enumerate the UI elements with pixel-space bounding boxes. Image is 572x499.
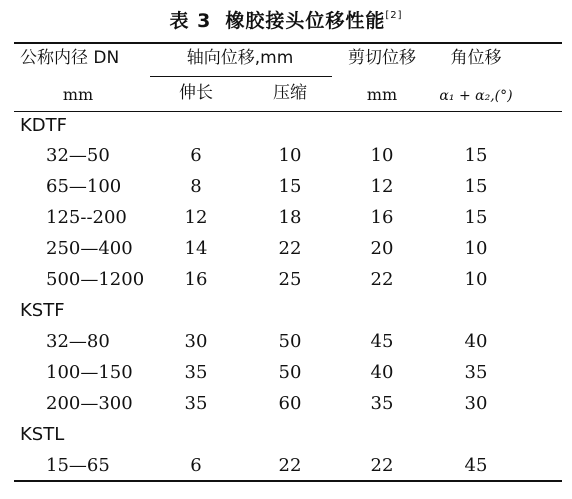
cell-dn: 125--200 <box>46 207 127 228</box>
cell-dn: 15—65 <box>46 455 110 476</box>
header-axial-displacement: 轴向位移,mm <box>186 48 294 68</box>
group-label: KSTL <box>20 424 65 445</box>
cell-dn: 32—50 <box>46 145 110 166</box>
cell-angle: 40 <box>464 331 488 352</box>
bottom-rule <box>14 480 562 482</box>
cell-extend: 12 <box>184 207 208 228</box>
table-caption <box>0 6 572 33</box>
header-extension: 伸长 <box>179 83 213 103</box>
cell-dn: 65—100 <box>46 176 122 197</box>
group-label: KDTF <box>20 115 68 136</box>
cell-extend: 35 <box>184 393 208 414</box>
cell-compress: 60 <box>278 393 302 414</box>
table-title: 橡胶接头位移性能 <box>225 10 386 32</box>
cell-compress: 50 <box>278 331 302 352</box>
header-unit-shear: mm <box>366 85 398 104</box>
header-unit-angle: α₁ + α₂,(°) <box>439 88 513 104</box>
cell-dn: 100—150 <box>46 362 133 383</box>
cell-extend: 16 <box>184 269 208 290</box>
cell-shear: 16 <box>370 207 394 228</box>
cell-extend: 8 <box>190 176 202 197</box>
reference-mark: [2] <box>385 10 403 21</box>
cell-shear: 22 <box>370 455 394 476</box>
cell-compress: 18 <box>278 207 302 228</box>
group-label: KSTF <box>20 300 65 321</box>
header-rule <box>14 111 562 112</box>
cell-shear: 20 <box>370 238 394 259</box>
cell-shear: 40 <box>370 362 394 383</box>
axial-group-rule <box>150 76 332 77</box>
top-rule <box>14 42 562 44</box>
cell-shear: 45 <box>370 331 394 352</box>
cell-angle: 15 <box>464 145 488 166</box>
cell-compress: 25 <box>278 269 302 290</box>
cell-angle: 10 <box>464 238 488 259</box>
cell-shear: 12 <box>370 176 394 197</box>
cell-angle: 10 <box>464 269 488 290</box>
header-nominal-diameter: 公称内径 DN <box>20 48 120 68</box>
cell-angle: 30 <box>464 393 488 414</box>
cell-angle: 45 <box>464 455 488 476</box>
cell-angle: 15 <box>464 207 488 228</box>
cell-extend: 6 <box>190 455 202 476</box>
cell-compress: 22 <box>278 455 302 476</box>
cell-angle: 35 <box>464 362 488 383</box>
header-angular-displacement: 角位移 <box>450 48 502 68</box>
cell-compress: 22 <box>278 238 302 259</box>
cell-dn: 500—1200 <box>46 269 145 290</box>
cell-compress: 15 <box>278 176 302 197</box>
cell-compress: 10 <box>278 145 302 166</box>
cell-compress: 50 <box>278 362 302 383</box>
cell-angle: 15 <box>464 176 488 197</box>
cell-dn: 32—80 <box>46 331 110 352</box>
cell-extend: 35 <box>184 362 208 383</box>
table-number: 表 3 <box>169 10 212 32</box>
cell-extend: 6 <box>190 145 202 166</box>
header-shear-displacement: 剪切位移 <box>348 48 416 68</box>
header-compression: 压缩 <box>273 83 307 103</box>
cell-extend: 30 <box>184 331 208 352</box>
cell-shear: 10 <box>370 145 394 166</box>
cell-dn: 250—400 <box>46 238 133 259</box>
cell-extend: 14 <box>184 238 208 259</box>
header-unit-dn: mm <box>62 85 94 104</box>
cell-dn: 200—300 <box>46 393 133 414</box>
cell-shear: 22 <box>370 269 394 290</box>
cell-shear: 35 <box>370 393 394 414</box>
